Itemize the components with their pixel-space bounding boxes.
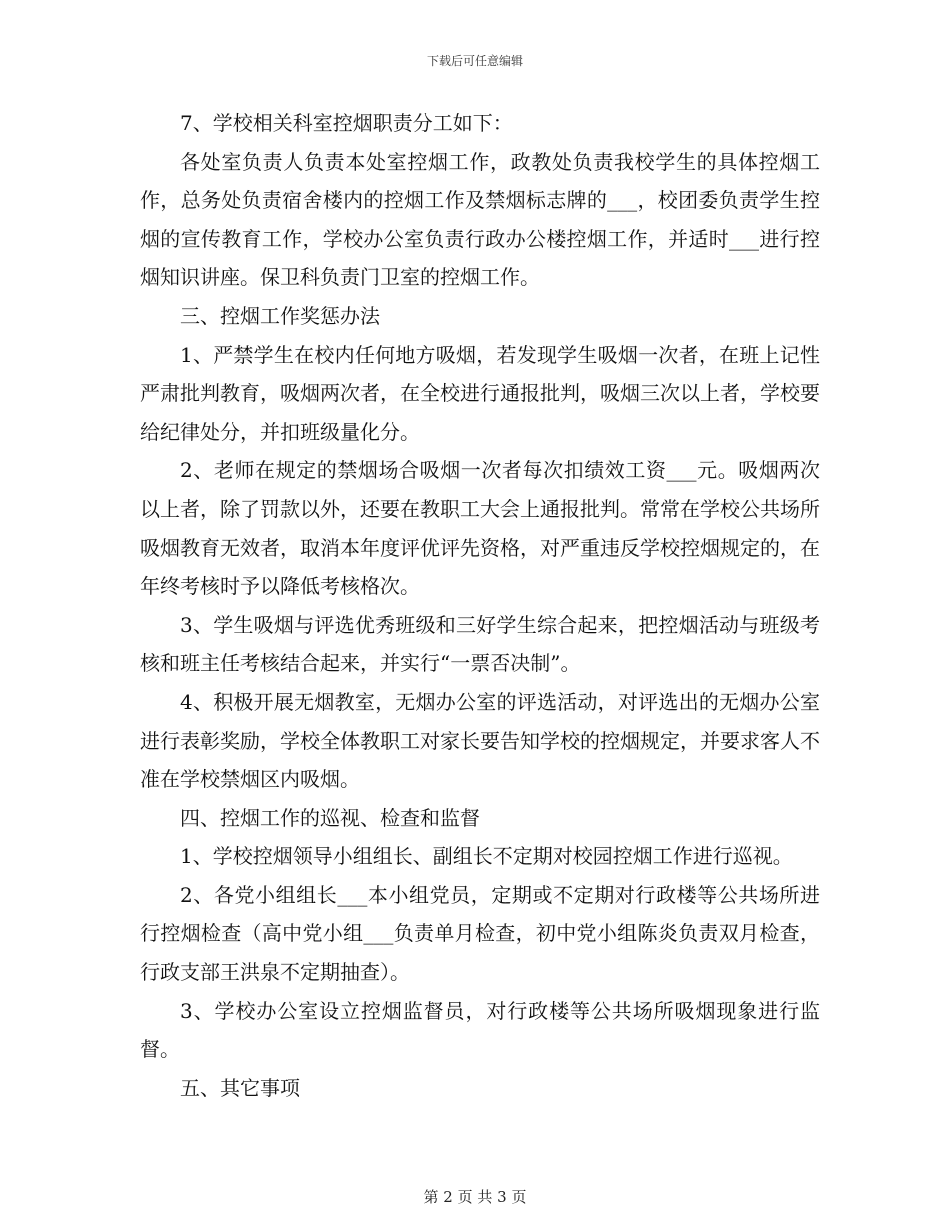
document-body [140,104,820,1107]
paragraph-student-smoking-rule: 1、严禁学生在校内任何地方吸烟，若发现学生吸烟一次者，在班上记性严肃批判教育，吸烟两次者，在全校进行通报批判，吸烟三次以上者，学校要给纪律处分，并扣班级量化分。 [140,342,820,444]
paragraph-class-evaluation-rule: 3、学生吸烟与评选优秀班级和三好学生综合起来，把控烟活动与班级考核和班主任考核结合起来，并实行“一票否决制”。 [140,612,820,676]
paragraph-supervisor: 3、学校办公室设立控烟监督员，对行政楼等公共场所吸烟现象进行监督。 [140,998,820,1062]
page-header-note: 下载后可任意编辑 [426,54,523,68]
paragraph-leadership-patrol: 1、学校控烟领导小组组长、副组长不定期对校园控烟工作进行巡视。 [180,844,793,869]
section-heading-inspection: 四、控烟工作的巡视、检查和监督 [180,805,480,830]
paragraph-duty-division: 各处室负责人负责本处室控烟工作，政教处负责我校学生的具体控烟工作，总务处负责宿舍楼内的控烟工作及禁烟标志牌的___，校团委负责学生控烟的宣传教育工作，学校办公室负责行政办公楼控烟工作，并适时___进行控烟知识讲座。保卫科负责门卫室的控烟工作。 [140,149,820,290]
section-heading-rewards-penalties: 三、控烟工作奖惩办法 [180,303,380,328]
page-number-footer: 第 2 页 共 3 页 [423,1188,527,1206]
paragraph-duty-division-heading: 7、学校相关科室控烟职责分工如下： [180,111,513,135]
section-heading-other-matters: 五、其它事项 [180,1075,300,1100]
paragraph-teacher-smoking-rule: 2、老师在规定的禁烟场合吸烟一次者每次扣绩效工资___元。吸烟两次以上者，除了罚款以外，还要在教职工大会上通报批判。常常在学校公共场所吸烟教育无效者，取消本年度评优评先资格，对严重违反学校控烟规定的，在年终考核时予以降低考核格次。 [140,458,820,599]
paragraph-smoke-free-office: 4、积极开展无烟教室，无烟办公室的评选活动，对评选出的无烟办公室进行表彰奖励，学校全体教职工对家长要告知学校的控烟规定，并要求客人不准在学校禁烟区内吸烟。 [140,689,820,792]
paragraph-party-group-inspection: 2、各党小组组长___本小组党员，定期或不定期对行政楼等公共场所进行控烟检查（高中党小组___负责单月检查，初中党小组陈炎负责双月检查，行政支部王洪泉不定期抽查）。 [140,882,820,985]
